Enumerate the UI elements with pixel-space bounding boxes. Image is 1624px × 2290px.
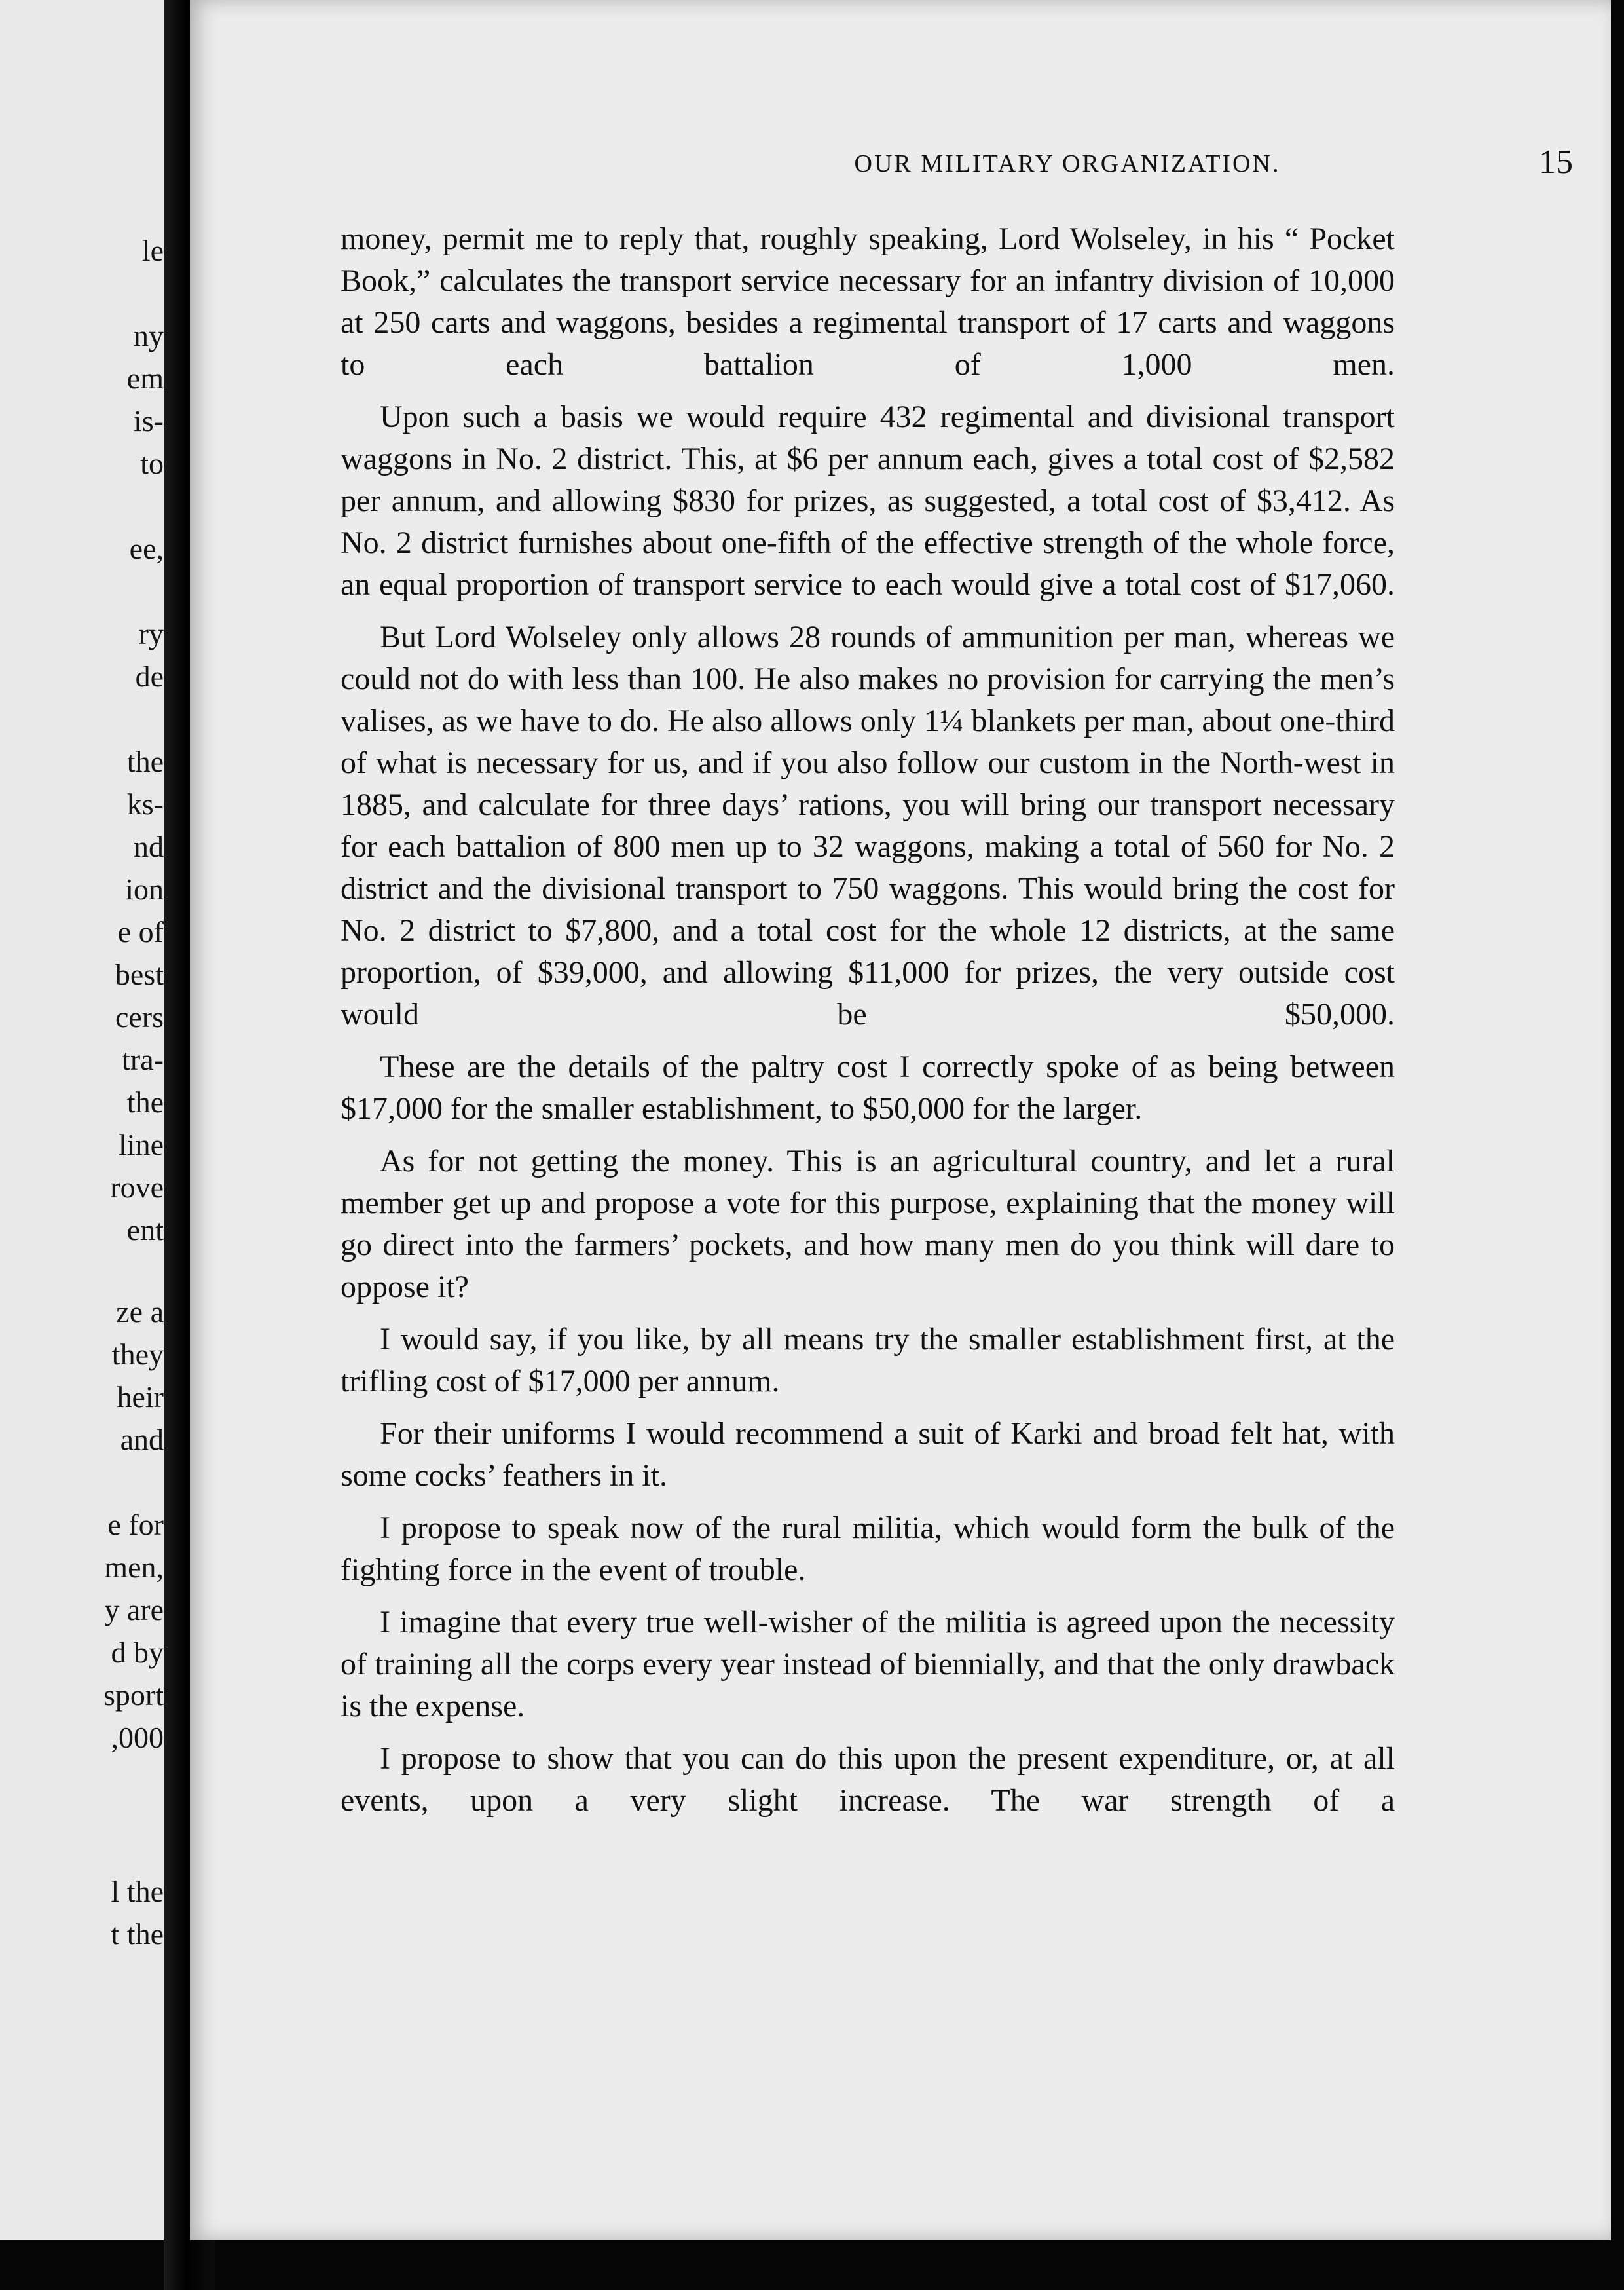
paragraph: I would say, if you like, by all means try the smaller establishment first, at the trifling cost of $17,000 per annum. bbox=[341, 1322, 1395, 1398]
left-fragment-line: men, bbox=[104, 1550, 164, 1584]
page-number: 15 bbox=[1539, 143, 1573, 181]
left-fragment-line: l the bbox=[111, 1875, 164, 1908]
left-fragment-line: em bbox=[126, 362, 164, 395]
left-fragment-line: sport bbox=[103, 1678, 164, 1712]
left-fragment-line: rove bbox=[110, 1171, 164, 1204]
paragraph: I propose to show that you can do this upon the present expenditure, or, at all events, upon a very slight increase. The war strength of a bbox=[341, 1741, 1395, 1818]
paragraph: But Lord Wolseley only allows 28 rounds of ammunition per man, whereas we could not do with less than 100. He also makes no provision for carrying the men’s valises, as we have to do. He also allows only 1¼ blankets per man, about one-third of what is necessary for us, and if you also follow our custom in the North-west in 1885, and calculate for three days’ rations, you will bring our transport necessary for each battalion of 800 men up to 32 waggons, making a total of 560 for No. 2 district and the divisional transport to 750 waggons. This would bring the cost for No. 2 district to $7,800, and a total cost for the whole 12 districts, at the same proportion, of $39,000, and allowing $11,000 for prizes, the very outside cost would be $50,000. bbox=[341, 620, 1395, 1032]
left-fragment-line: d by bbox=[111, 1636, 164, 1669]
left-fragment-line: ,000 bbox=[111, 1721, 164, 1754]
left-fragment-line: best bbox=[115, 958, 164, 991]
left-fragment-line: and bbox=[120, 1423, 164, 1456]
left-fragment-line: nd bbox=[134, 830, 164, 863]
left-fragment-line: heir bbox=[117, 1380, 164, 1414]
left-fragment-line: cers bbox=[115, 1000, 164, 1034]
left-fragment-line: y are bbox=[104, 1593, 164, 1626]
left-fragment-line: ent bbox=[126, 1213, 164, 1247]
left-fragment-line: ee, bbox=[129, 532, 164, 565]
left-fragment-line: e for bbox=[107, 1508, 164, 1541]
left-fragment-line: is- bbox=[134, 404, 164, 438]
left-fragment-line: e of bbox=[117, 915, 164, 948]
paragraph: money, permit me to reply that, roughly speaking, Lord Wolseley, in his “ Pocket Book,” calculates the transport service necessary for an infantry division of 10,000 at 250 carts and waggons, besides a regimental transport of 17 carts and waggons to each battalion of 1,000 men. bbox=[341, 221, 1395, 382]
left-fragment-line: de bbox=[135, 660, 164, 693]
paragraph: For their uniforms I would recommend a suit of Karki and broad felt hat, with some cocks’ feathers in it. bbox=[341, 1416, 1395, 1493]
paragraph: I imagine that every true well-wisher of the militia is agreed upon the necessity of training all the corps every year instead of biennially, and that the only drawback is the expense. bbox=[341, 1605, 1395, 1723]
left-fragment-line: ny bbox=[134, 319, 164, 352]
paragraph: These are the details of the paltry cost I correctly spoke of as being between $17,000 for the smaller establishment, to $50,000 for the larger. bbox=[341, 1049, 1395, 1126]
left-fragment-line: the bbox=[126, 1085, 164, 1119]
body-text bbox=[341, 218, 1395, 1832]
left-fragment-line: ks- bbox=[126, 787, 164, 821]
left-fragment-line: t the bbox=[111, 1917, 164, 1951]
left-fragment-line: they bbox=[111, 1338, 164, 1371]
left-fragment-line: tra- bbox=[122, 1043, 164, 1076]
paragraph: As for not getting the money. This is an agricultural country, and let a rural member get up and propose a vote for this purpose, explaining that the money will go direct into the farmers’ pockets, and how many men do you think will dare to oppose it? bbox=[341, 1144, 1395, 1304]
left-fragment-line: ze a bbox=[116, 1295, 164, 1328]
left-fragment-line: the bbox=[126, 745, 164, 778]
left-fragment-line: line bbox=[119, 1128, 164, 1161]
left-fragment-line: to bbox=[140, 447, 164, 480]
left-fragment-line: le bbox=[141, 234, 164, 267]
previous-page-fragment bbox=[0, 0, 164, 2240]
left-fragment-line: ion bbox=[125, 873, 164, 906]
left-fragment-line: ry bbox=[138, 617, 164, 650]
running-head: OUR MILITARY ORGANIZATION. bbox=[854, 150, 1281, 178]
paragraph: I propose to speak now of the rural militia, which would form the bulk of the fighting force in the event of trouble. bbox=[341, 1511, 1395, 1587]
paragraph: Upon such a basis we would require 432 regimental and divisional transport waggons in No. 2 district. This, at $6 per annum each, gives a total cost of $2,582 per annum, and allowing $830 for prizes, as suggested, a total cost of $3,412. As No. 2 district furnishes about one-fifth of the effective strength of the whole force, an equal proportion of transport service to each would give a total cost of $17,060. bbox=[341, 400, 1395, 602]
